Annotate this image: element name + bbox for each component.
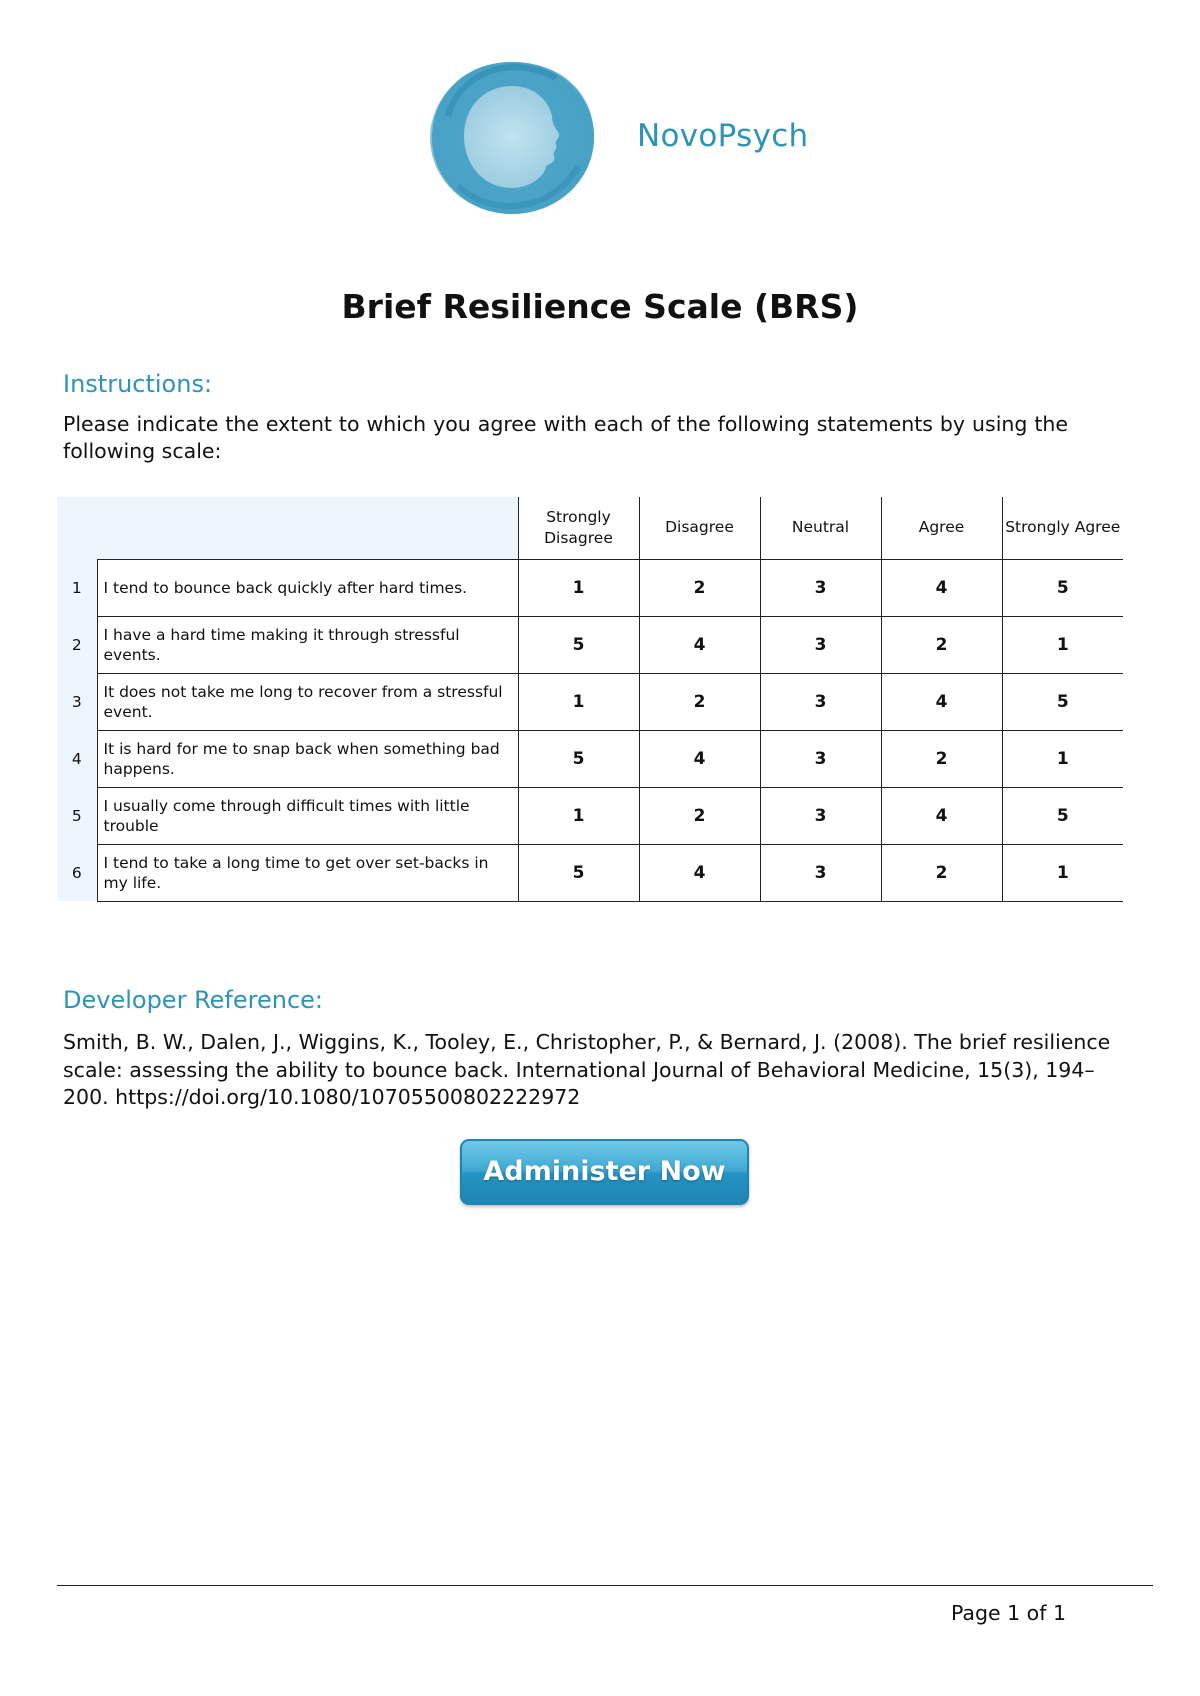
- instructions-text: Please indicate the extent to which you agree with each of the following statements by using the following scale:: [63, 412, 1068, 463]
- row-number: 2: [57, 616, 97, 673]
- row-value: 3: [760, 730, 881, 787]
- row-value: 4: [881, 559, 1002, 616]
- row-statement: I have a hard time making it through stressful events.: [97, 616, 518, 673]
- resilience-scale-table: [57, 497, 1123, 902]
- row-number: 1: [57, 559, 97, 616]
- row-value: 1: [518, 673, 639, 730]
- header-blank-cell: [57, 497, 518, 559]
- novopsych-logo-icon: [428, 56, 598, 216]
- row-value: 5: [1002, 559, 1123, 616]
- header-neutral: Neutral: [760, 497, 881, 559]
- row-value: 3: [760, 673, 881, 730]
- row-value: 3: [760, 844, 881, 901]
- row-statement: I usually come through difficult times with little trouble: [97, 787, 518, 844]
- reference-text: Smith, B. W., Dalen, J., Wiggins, K., Tooley, E., Christopher, P., & Bernard, J. (2008). The brief resilience scale: assessing the ability to bounce back. International Journal of Behavioral Medicine, 15(3), 194–200. https://doi.org/10.1080/10705500802222972: [63, 1030, 1111, 1109]
- row-value: 5: [1002, 673, 1123, 730]
- row-number: 4: [57, 730, 97, 787]
- row-value: 2: [881, 616, 1002, 673]
- row-value: 4: [639, 844, 760, 901]
- brand-name: NovoPsych: [637, 118, 809, 154]
- row-value: 1: [1002, 730, 1123, 787]
- row-value: 4: [639, 616, 760, 673]
- row-value: 3: [760, 559, 881, 616]
- header-disagree: Disagree: [639, 497, 760, 559]
- row-value: 2: [639, 673, 760, 730]
- table-row: [57, 673, 1123, 730]
- row-value: 4: [881, 787, 1002, 844]
- row-value: 1: [518, 559, 639, 616]
- table-row: [57, 844, 1123, 901]
- header-strongly-agree: Strongly Agree: [1002, 497, 1123, 559]
- row-statement: It is hard for me to snap back when something bad happens.: [97, 730, 518, 787]
- row-number: 6: [57, 844, 97, 901]
- reference-heading: Developer Reference:: [63, 986, 324, 1014]
- header-agree: Agree: [881, 497, 1002, 559]
- page-number: Page 1 of 1: [950, 1601, 1066, 1625]
- row-value: 2: [639, 559, 760, 616]
- row-value: 5: [1002, 787, 1123, 844]
- row-value: 3: [760, 787, 881, 844]
- table-row: [57, 730, 1123, 787]
- page-title: Brief Resilience Scale (BRS): [341, 287, 859, 326]
- row-value: 5: [518, 730, 639, 787]
- row-number: 3: [57, 673, 97, 730]
- table-row: [57, 559, 1123, 616]
- row-value: 4: [881, 673, 1002, 730]
- table-header-row: [57, 497, 1123, 559]
- table-row: [57, 787, 1123, 844]
- row-statement: It does not take me long to recover from a stressful event.: [97, 673, 518, 730]
- header-strongly-disagree: Strongly Disagree: [518, 497, 639, 559]
- row-number: 5: [57, 787, 97, 844]
- row-value: 2: [881, 730, 1002, 787]
- row-value: 2: [881, 844, 1002, 901]
- row-value: 5: [518, 844, 639, 901]
- row-value: 5: [518, 616, 639, 673]
- row-value: 1: [1002, 844, 1123, 901]
- row-statement: I tend to bounce back quickly after hard times.: [97, 559, 518, 616]
- administer-now-button[interactable]: Administer Now: [460, 1139, 749, 1205]
- row-statement: I tend to take a long time to get over set-backs in my life.: [97, 844, 518, 901]
- row-value: 2: [639, 787, 760, 844]
- instructions-heading: Instructions:: [63, 370, 213, 398]
- table-row: [57, 616, 1123, 673]
- row-value: 3: [760, 616, 881, 673]
- row-value: 1: [518, 787, 639, 844]
- footer-divider: [57, 1585, 1153, 1586]
- row-value: 4: [639, 730, 760, 787]
- row-value: 1: [1002, 616, 1123, 673]
